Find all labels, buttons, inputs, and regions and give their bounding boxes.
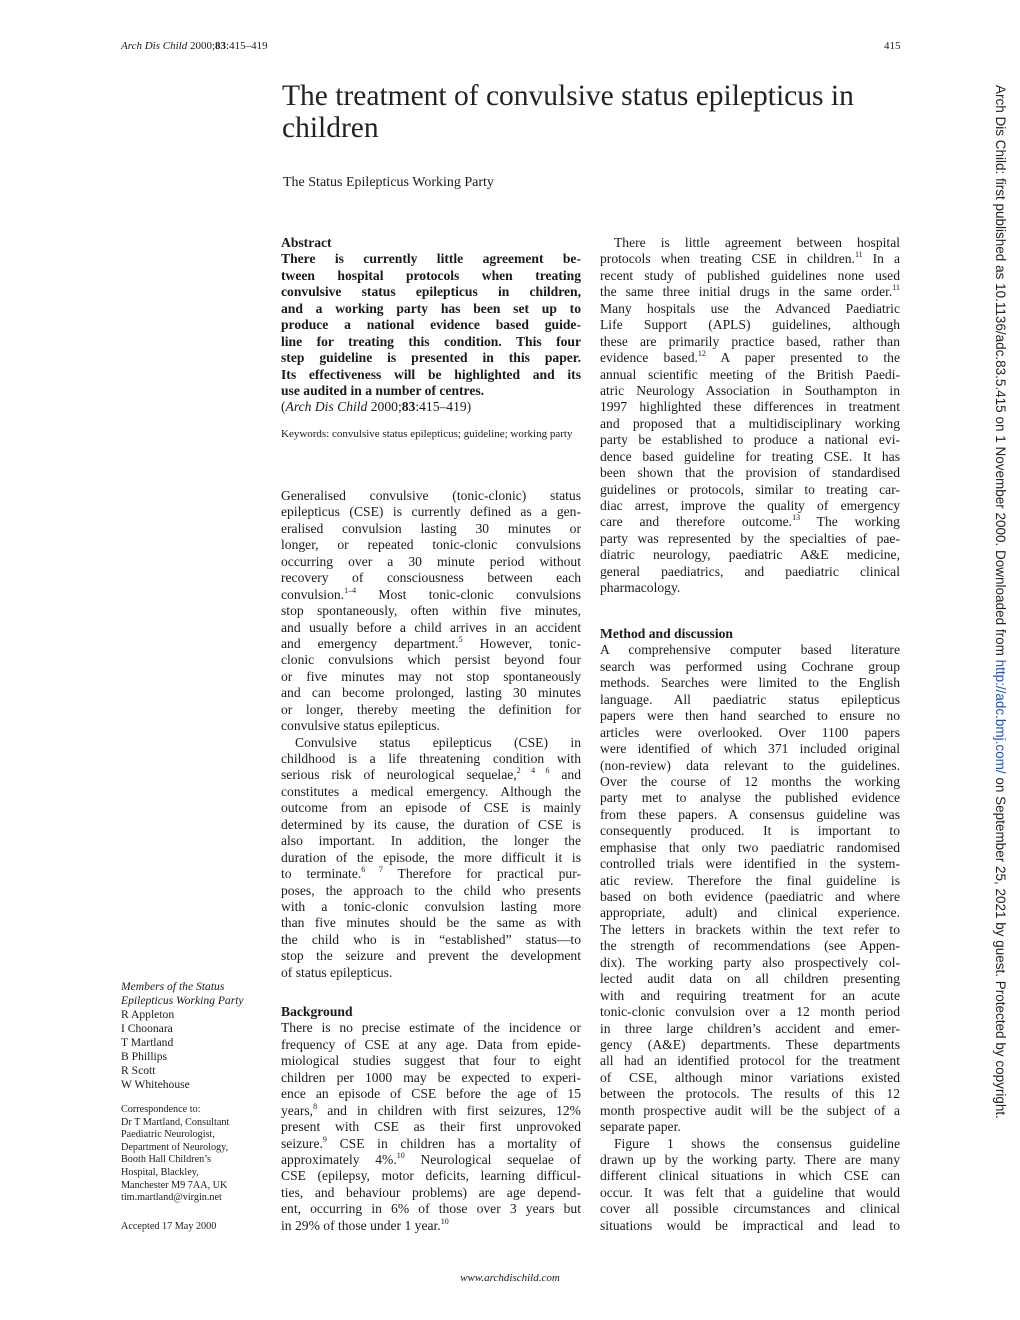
text-line: Generalised convulsive (tonic-clonic) status (281, 488, 581, 503)
text-line: (non-review) data relevant to the guidelines. (600, 757, 900, 773)
text-line: 1997 highlighted these differences in treatment (600, 399, 900, 415)
text-line: from these papers. A consensus guideline was (600, 806, 900, 822)
text-line: atic review. Therefore the final guideline is (600, 872, 900, 888)
text-line: of CSE, although minor variations existed (600, 1069, 900, 1085)
accepted-date: Accepted 17 May 2000 (121, 1221, 217, 1232)
member-name: I Choonara (121, 1022, 173, 1035)
text-line: tonic-clonic convulsion over a 12 month period (600, 1004, 900, 1020)
text-line: Life Support (APLS) guidelines, although (600, 317, 900, 333)
correspondence-line: Correspondence to: (121, 1104, 201, 1115)
text-line: general paediatrics, and paediatric clinical (600, 563, 900, 579)
text-line: tween hospital protocols when treating (281, 267, 581, 283)
abstract-heading: Abstract (281, 235, 332, 250)
text-line: duration of the episode, the more difficult it is (281, 849, 581, 865)
text-line: produce a national evidence based guide- (281, 317, 581, 333)
background-section (281, 1004, 581, 1234)
text-line: recent study of published guidelines none used (600, 267, 900, 283)
members-heading-line: Members of the Status (121, 980, 225, 993)
text-line: methods. Searches were limited to the English (600, 675, 900, 691)
reference-superscript: 8 (313, 1101, 318, 1111)
text-line: with and requiring treatment for an acute (600, 987, 900, 1003)
text-line: party was represented by the specialties of pae- (600, 530, 900, 546)
text-line: in 29% of those under 1 year.$^{10}$ (281, 1216, 449, 1233)
reference-superscript: 10 (396, 1150, 405, 1160)
text-line: childhood is a life threatening condition with (281, 751, 581, 766)
reference-superscript: 5 (458, 634, 463, 644)
text-line: separate paper. (600, 1119, 681, 1135)
text-line: the strength of recommendations (see Appen- (600, 938, 900, 954)
text-line: CSE (epilepsy, motor deficits, learning difficul- (281, 1168, 581, 1184)
text-line: and usually before a child arrives in an accident (281, 619, 581, 635)
text-line: stop spontaneously, often within five minutes, (281, 603, 581, 619)
correspondence-line: Dr T Martland, Consultant (121, 1116, 230, 1128)
text-line: There is little agreement between hospital (614, 235, 900, 250)
member-name: R Scott (121, 1064, 156, 1077)
citation-year: 2000; (187, 40, 216, 52)
correspondence-line: tim.martland@virgin.net (121, 1192, 222, 1204)
text-line: line for treating this condition. This four (281, 333, 581, 349)
text-line: years,$^8$ and in children with first seizures, 12% (281, 1101, 581, 1118)
keywords: Keywords: convulsive status epilepticus; guideline; working party (281, 427, 573, 440)
text-line: papers were then hand searched to ensure no (600, 708, 900, 724)
correspondence-line: Department of Neurology, (121, 1141, 229, 1153)
correspondence-line: Hospital, Blackley, (121, 1166, 199, 1178)
text-line: There is currently little agreement be- (281, 251, 581, 267)
text-line: search was performed using Cochrane group (600, 658, 900, 674)
text-line: or five minutes may not stop spontaneously (281, 668, 581, 684)
text-line: consequently produced. It is important to (600, 823, 900, 839)
text-line: articles were overlooked. Over 1100 papers (600, 724, 900, 740)
text-line: and emergency department.$^5$ However, tonic- (281, 634, 581, 651)
text-line: frequency of CSE at any age. Data from epide- (281, 1036, 581, 1052)
members-list (121, 1008, 281, 1092)
intro-continued-text (600, 235, 900, 597)
member-name: B Phillips (121, 1050, 168, 1063)
article-title: The treatment of convulsive status epilepticus in children (282, 80, 854, 144)
reference-superscript: 12 (697, 349, 706, 359)
text-line: protocols when treating CSE in children.$^{11}$ In a (600, 250, 900, 267)
citation-pages: :415–419 (226, 40, 268, 52)
text-line: stop the seizure and prevent the development (281, 948, 581, 964)
running-header-citation (121, 40, 268, 52)
text-line: month prospective audit will be the subject of a (600, 1102, 900, 1118)
text-line: care and therefore outcome.$^{13}$ The working (600, 513, 900, 530)
text-line: Its effectiveness will be highlighted and its (281, 366, 581, 382)
text-line: Convulsive status epilepticus (CSE) in (295, 734, 581, 750)
reference-superscript: 6 7 (361, 865, 383, 875)
text-line: convulsive status epilepticus. (281, 718, 440, 734)
method-section (600, 626, 900, 1234)
correspondence-address (121, 1104, 281, 1205)
text-line: cover all possible circumstances and clinical (600, 1201, 900, 1217)
reference-superscript: 13 (792, 513, 801, 523)
background-text (281, 1020, 581, 1234)
reference-superscript: 1–4 (344, 585, 357, 595)
citation-volume: 83 (401, 399, 416, 415)
footer-url[interactable]: www.archdischild.com (460, 1272, 560, 1284)
text-line: emphasise that only two paediatric randomised (600, 839, 900, 855)
text-line: than five minutes should be the same as with (281, 915, 581, 931)
text-line: occurring over a 30 minute period without (281, 553, 581, 569)
reference-superscript: 11 (854, 250, 863, 260)
text-line: longer, or repeated tonic-clonic convulsions (281, 537, 581, 553)
text-line: ent, occurring in 6% of those over 3 years but (281, 1201, 581, 1217)
text-line: these are primarily practice based, rather than (600, 333, 900, 349)
text-line: gency (A&E) departments. These departments (600, 1036, 900, 1052)
text-line: convulsive status epilepticus in children, (281, 284, 581, 300)
text-line: step guideline is presented in this paper. (281, 350, 581, 366)
text-line: also important. In addition, the longer the (281, 833, 581, 849)
text-line: based on both evidence (paediatric and where (600, 889, 900, 905)
abstract-text (281, 251, 581, 399)
text-line: epilepticus (CSE) is currently defined as a gen- (281, 504, 581, 520)
citation-year: 2000; (367, 399, 402, 415)
text-line: lected audit data on all children presenting (600, 971, 900, 987)
text-line: all had an identified protocol for the treatment (600, 1053, 900, 1069)
text-line: diatric neurology, paediatric A&E medicine, (600, 547, 900, 563)
text-line: appropriate, adult) and clinical experience. (600, 905, 900, 921)
text-line: different clinical situations in which CSE can (600, 1168, 900, 1184)
text-line: clonic convulsions which persist beyond four (281, 652, 581, 668)
text-line: serious risk of neurological sequelae,$^{2 4 6}$ and (281, 766, 581, 783)
text-line: of status epilepticus. (281, 964, 393, 980)
text-line: poses, the approach to the child who presents (281, 882, 581, 898)
text-line: outcome from an episode of CSE is mainly (281, 800, 581, 816)
text-line: children per 1000 may be expected to experi- (281, 1069, 581, 1085)
text-line: the child who is in “established” status—to (281, 931, 581, 947)
text-line: occur. It was felt that a guideline that would (600, 1184, 900, 1200)
text-line: been shown that the provision of standardised (600, 465, 900, 481)
text-line: controlled trials were identified in the system- (600, 856, 900, 872)
text-line: dence based guideline for treating CSE. It has (600, 448, 900, 464)
text-line: were identified of which 371 included original (600, 741, 900, 757)
citation-volume: 83 (215, 40, 227, 52)
text-line: A comprehensive computer based literature (600, 642, 900, 658)
text-line: with a tonic-clonic convulsion lasting more (281, 898, 581, 914)
journal-link[interactable]: http://adc.bmj.com/ (993, 659, 1008, 774)
text-line: approximately 4%.$^{10}$ Neurological sequelae of (281, 1150, 582, 1167)
reference-superscript: 9 (322, 1134, 327, 1144)
reference-superscript: 2 4 6 (516, 766, 550, 776)
text-line: ties, and behaviour problems) are age depend- (281, 1184, 581, 1200)
text-line: situations would be impractical and lead to (600, 1217, 900, 1233)
text-line: Figure 1 shows the consensus guideline (614, 1135, 900, 1151)
text-line: The letters in brackets within the text refer to (600, 921, 900, 937)
text-line: seizure.$^9$ CSE in children has a mortality of (281, 1134, 581, 1151)
text-line: in three large children’s accident and emer- (600, 1020, 900, 1036)
text-line: guidelines or protocols, similar to treating car- (600, 481, 900, 497)
notice-text: Arch Dis Child: first published as 10.1136/adc.83.5.415 on 1 November 2000. Downloaded from (993, 85, 1008, 660)
text-line: Many hospitals use the Advanced Paediatric (600, 300, 900, 316)
article-author: The Status Epilepticus Working Party (283, 175, 494, 190)
citation-journal: Arch Dis Child (285, 399, 368, 415)
text-line: miological studies suggest that four to eight (281, 1053, 581, 1069)
text-line: present with CSE as their first unprovoked (281, 1119, 581, 1135)
introduction-text (281, 488, 581, 981)
text-line: There is no precise estimate of the incidence or (281, 1020, 581, 1036)
correspondence-line: Manchester M9 7AA, UK (121, 1179, 228, 1191)
abstract (281, 235, 581, 441)
text-line: party met to analyse the published evidence (600, 790, 900, 806)
text-line: language. All paediatric status epilepticus (600, 691, 900, 707)
text-line: evidence based.$^{12}$ A paper presented to the (600, 349, 900, 366)
text-line: the same three initial drugs in the same order.$^{11}$ (600, 283, 900, 300)
text-line: Over the course of 12 months the working (600, 773, 900, 789)
text-line: recovery of consciousness between each (281, 570, 581, 586)
member-name: T Martland (121, 1036, 174, 1049)
text-line: party be established to produce a national evi- (600, 432, 900, 448)
member-name: W Whitehouse (121, 1078, 190, 1091)
text-line: drawn up by the working party. There are many (600, 1152, 900, 1168)
text-line: convulsion.$^{1-4}$ Most tonic-clonic convulsions (281, 585, 581, 602)
text-line: diac arrest, improve the quality of emergency (600, 498, 900, 513)
method-heading: Method and discussion (600, 626, 733, 641)
notice-text: on September 25, 2021 by guest. Protected by copyright. (993, 773, 1008, 1119)
text-line: eralised convulsion lasting 30 minutes or (281, 520, 581, 536)
text-line: and a working party has been set up to (281, 300, 581, 316)
citation-pages: :415–419) (415, 399, 472, 415)
members-heading-line: Epilepticus Working Party (121, 994, 244, 1007)
text-line: use audited in a number of centres. (281, 382, 485, 398)
text-line: determined by its cause, the duration of CSE is (281, 816, 581, 832)
text-line: ence an episode of CSE before the age of 15 (281, 1086, 581, 1102)
text-line: dix). The working party also prospectively col- (600, 954, 900, 970)
member-name: R Appleton (121, 1008, 175, 1021)
reference-superscript: 11 (892, 283, 900, 293)
correspondence-line: Paediatric Neurologist, (121, 1129, 215, 1141)
text-line: atric Neurology Association in Southampton in (600, 382, 900, 398)
text-line: and proposed that a multidisciplinary working (600, 415, 900, 431)
abstract-citation: (Arch Dis Child 2000;83:415–419) (281, 399, 472, 415)
page-number: 415 (884, 40, 901, 52)
background-heading: Background (281, 1004, 353, 1019)
download-notice (993, 85, 1008, 1119)
text-line: between the protocols. The results of this 12 (600, 1086, 900, 1102)
reference-superscript: 10 (440, 1216, 449, 1226)
text-line: or longer, thereby meeting the definition for (281, 701, 581, 717)
correspondence-line: Booth Hall Children’s (121, 1154, 211, 1166)
text-line: and can become prolonged, lasting 30 minutes (281, 685, 581, 701)
journal-name: Arch Dis Child (121, 40, 188, 52)
method-text (600, 642, 900, 1234)
text-line: constitutes a medical emergency. Although the (281, 783, 581, 799)
working-party-members (121, 980, 281, 1092)
text-line: to terminate.$^{6 7}$ Therefore for practical pur- (281, 865, 581, 882)
text-line: pharmacology. (600, 580, 681, 596)
text-line: annual scientific meeting of the British Paedi- (600, 366, 900, 382)
